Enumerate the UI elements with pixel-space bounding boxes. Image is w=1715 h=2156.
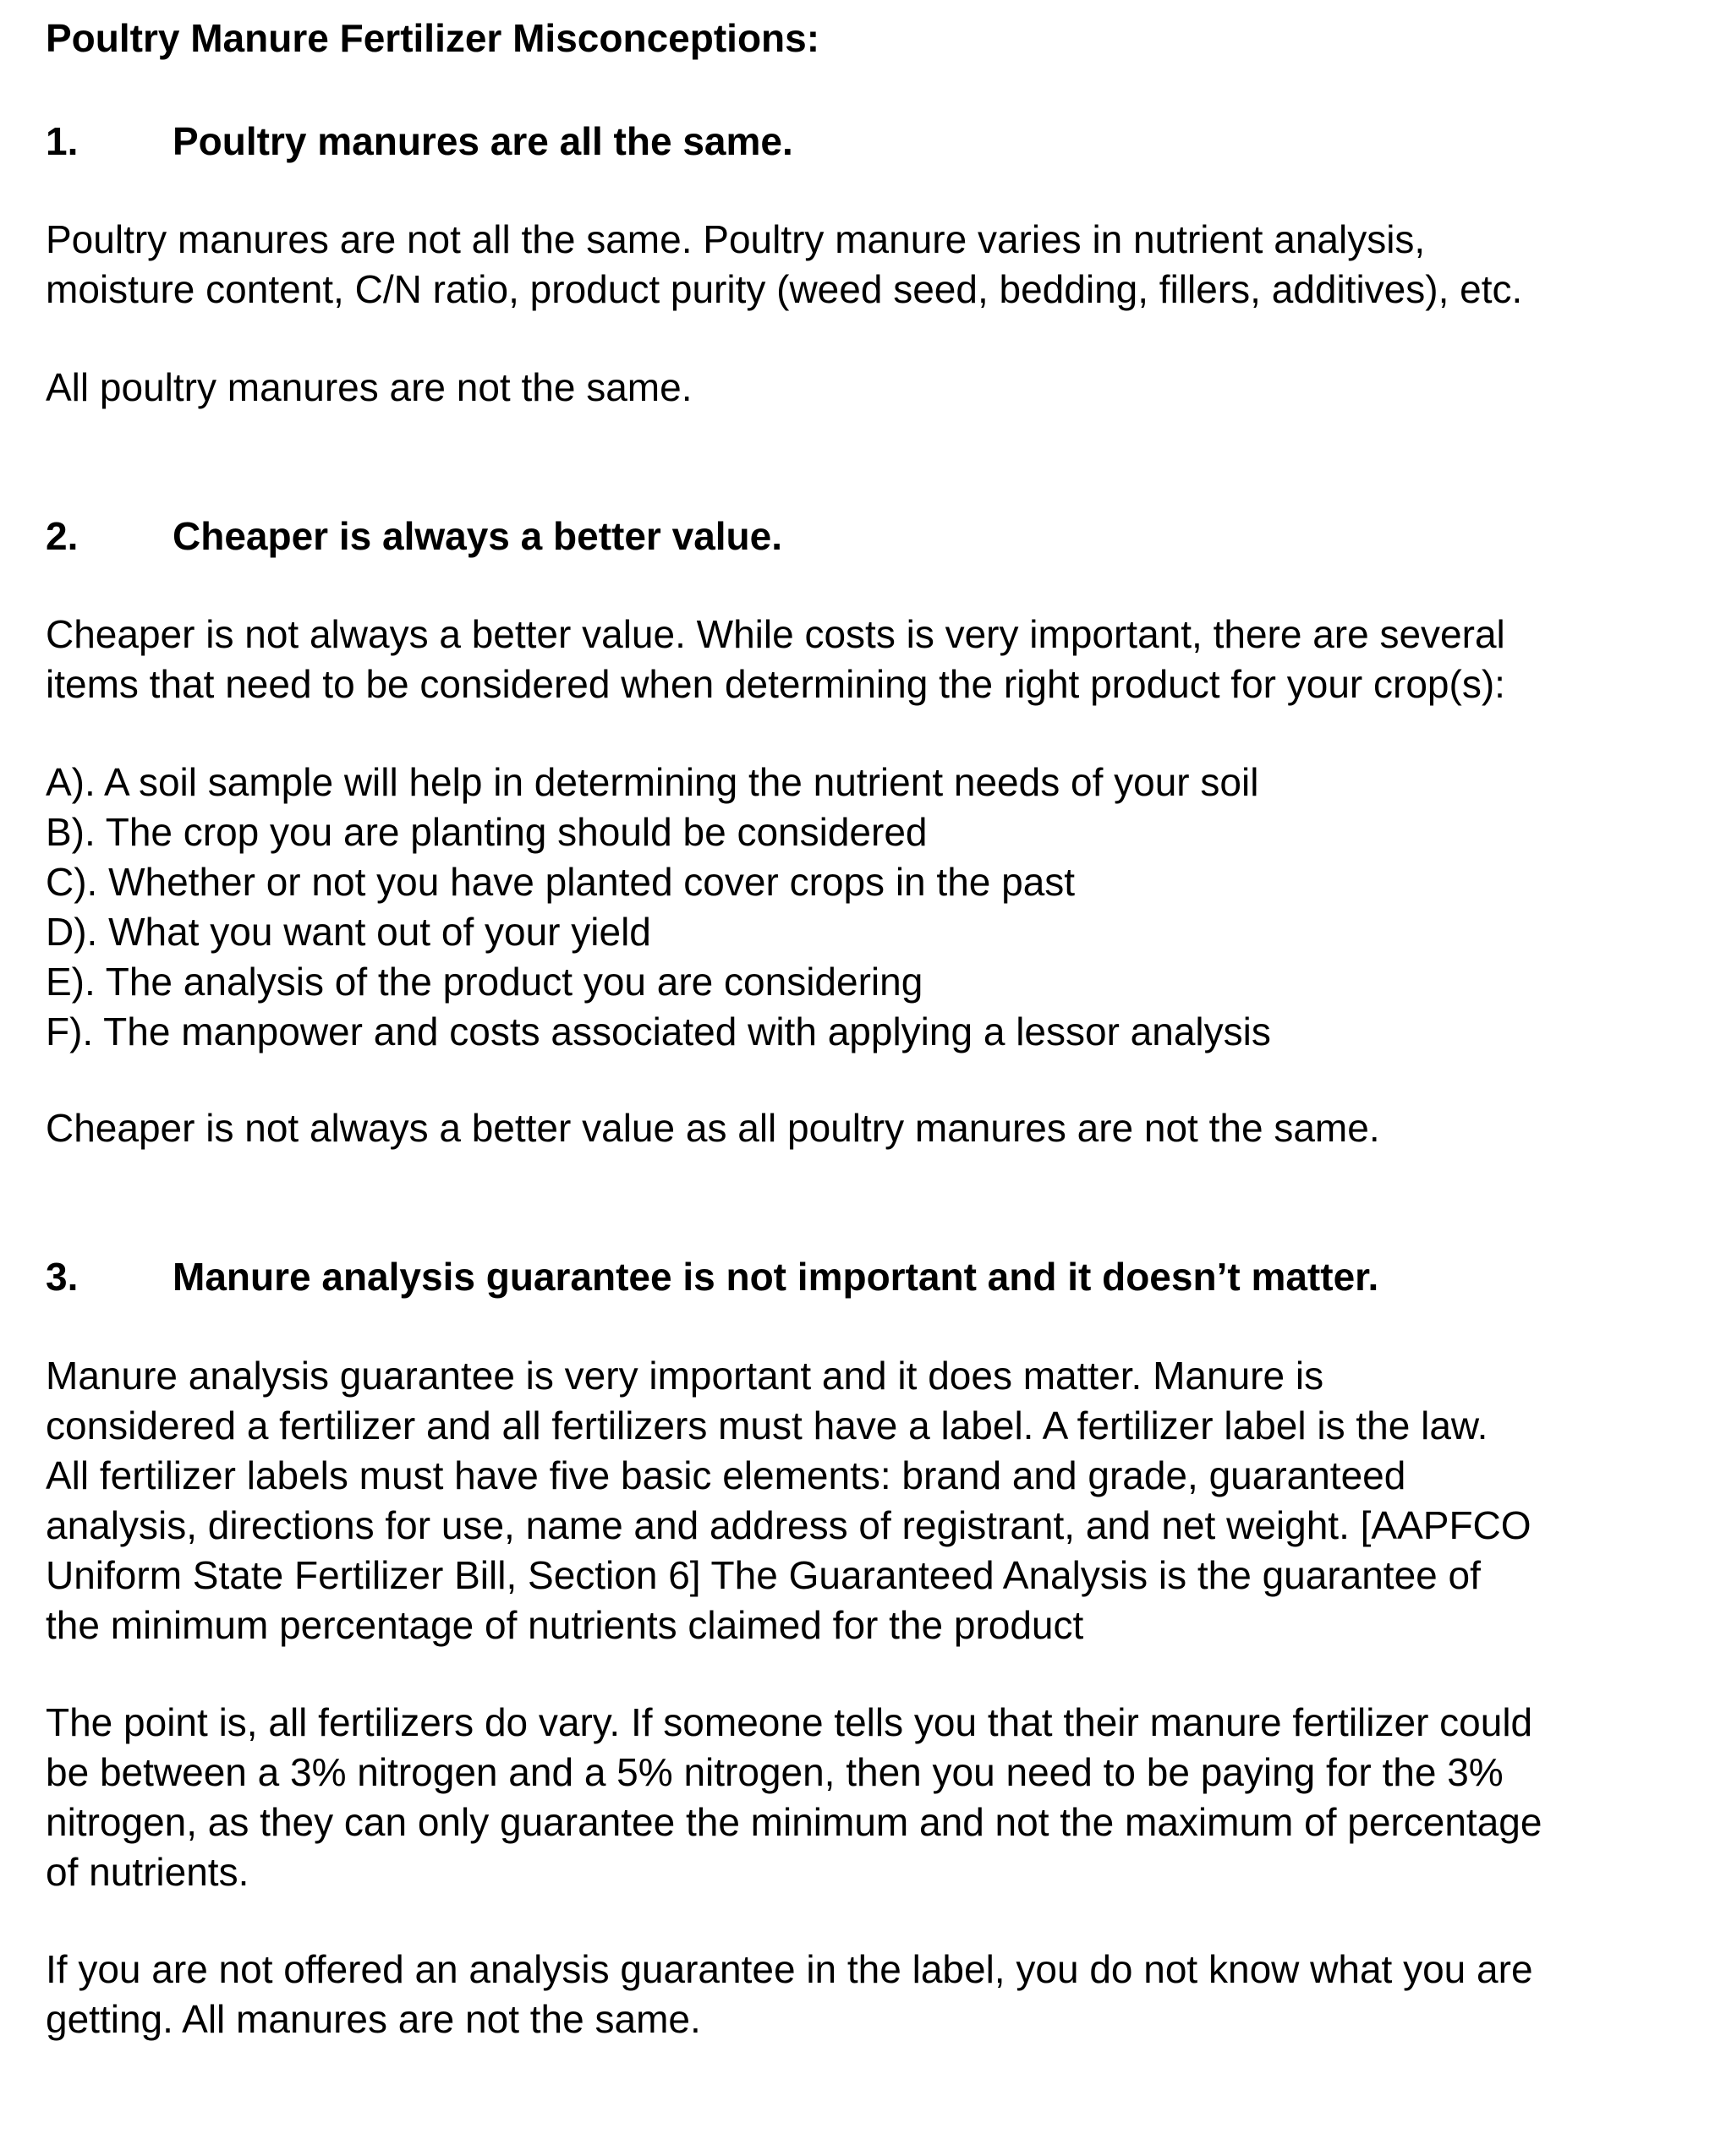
text-line: Manure analysis guarantee is very important and it does matter. Manure is xyxy=(46,1354,1324,1398)
section-3-heading-text: Manure analysis guarantee is not important and it doesn’t matter. xyxy=(173,1255,1379,1299)
section-2-paragraph-1 xyxy=(46,610,1686,709)
text-line: All poultry manures are not the same. xyxy=(46,365,693,409)
text-line: If you are not offered an analysis guarantee in the label, you do not know what you are xyxy=(46,1947,1533,1991)
section-3-paragraph-1 xyxy=(46,1351,1686,1650)
list-item: D). What you want out of your yield xyxy=(46,910,651,954)
text-line: getting. All manures are not the same. xyxy=(46,1997,701,2041)
text-line: The point is, all fertilizers do vary. If someone tells you that their manure fertilizer could xyxy=(46,1700,1533,1744)
text-line: moisture content, C/N ratio, product purity (weed seed, bedding, fillers, additives), etc. xyxy=(46,267,1523,311)
text-line: Cheaper is not always a better value. While costs is very important, there are several xyxy=(46,612,1505,656)
section-3-paragraph-2 xyxy=(46,1698,1686,1897)
text-line: be between a 3% nitrogen and a 5% nitrogen, then you need to be paying for the 3% xyxy=(46,1750,1504,1794)
section-1-heading-text: Poultry manures are all the same. xyxy=(173,119,793,163)
text-line: of nutrients. xyxy=(46,1850,249,1894)
list-item: A). A soil sample will help in determining the nutrient needs of your soil xyxy=(46,760,1259,804)
section-2-closing xyxy=(46,1103,1686,1153)
text-line: items that need to be considered when determining the right product for your crop(s): xyxy=(46,662,1505,706)
text-line: nitrogen, as they can only guarantee the minimum and not the maximum of percentage xyxy=(46,1800,1542,1844)
list-item: B). The crop you are planting should be considered xyxy=(46,810,928,854)
section-3-paragraph-3 xyxy=(46,1945,1686,2044)
text-line: the minimum percentage of nutrients claimed for the product xyxy=(46,1603,1084,1647)
section-2-heading-text: Cheaper is always a better value. xyxy=(173,514,783,558)
considerations-list xyxy=(46,758,1271,1057)
text-line: Cheaper is not always a better value as all poultry manures are not the same. xyxy=(46,1106,1380,1150)
section-1-paragraph-2 xyxy=(46,363,1686,413)
document-title: Poultry Manure Fertilizer Misconceptions: xyxy=(46,16,820,60)
section-1-number: 1. xyxy=(46,119,79,163)
section-1-heading xyxy=(46,112,793,171)
list-item: C). Whether or not you have planted cover crops in the past xyxy=(46,860,1076,904)
text-line: considered a fertilizer and all fertilizers must have a label. A fertilizer label is the law. xyxy=(46,1404,1488,1447)
section-2-number: 2. xyxy=(46,514,79,558)
section-1-paragraph-1 xyxy=(46,215,1686,315)
text-line: Uniform State Fertilizer Bill, Section 6] The Guaranteed Analysis is the guarantee of xyxy=(46,1553,1481,1597)
section-3-heading xyxy=(46,1247,1378,1306)
text-line: analysis, directions for use, name and address of registrant, and net weight. [AAPFCO xyxy=(46,1503,1531,1547)
section-2-heading xyxy=(46,506,782,566)
text-line: Poultry manures are not all the same. Poultry manure varies in nutrient analysis, xyxy=(46,217,1426,261)
list-item: F). The manpower and costs associated with applying a lessor analysis xyxy=(46,1010,1271,1053)
list-item: E). The analysis of the product you are considering xyxy=(46,960,923,1004)
text-line: All fertilizer labels must have five basic elements: brand and grade, guaranteed xyxy=(46,1453,1406,1497)
section-3-number: 3. xyxy=(46,1255,79,1299)
